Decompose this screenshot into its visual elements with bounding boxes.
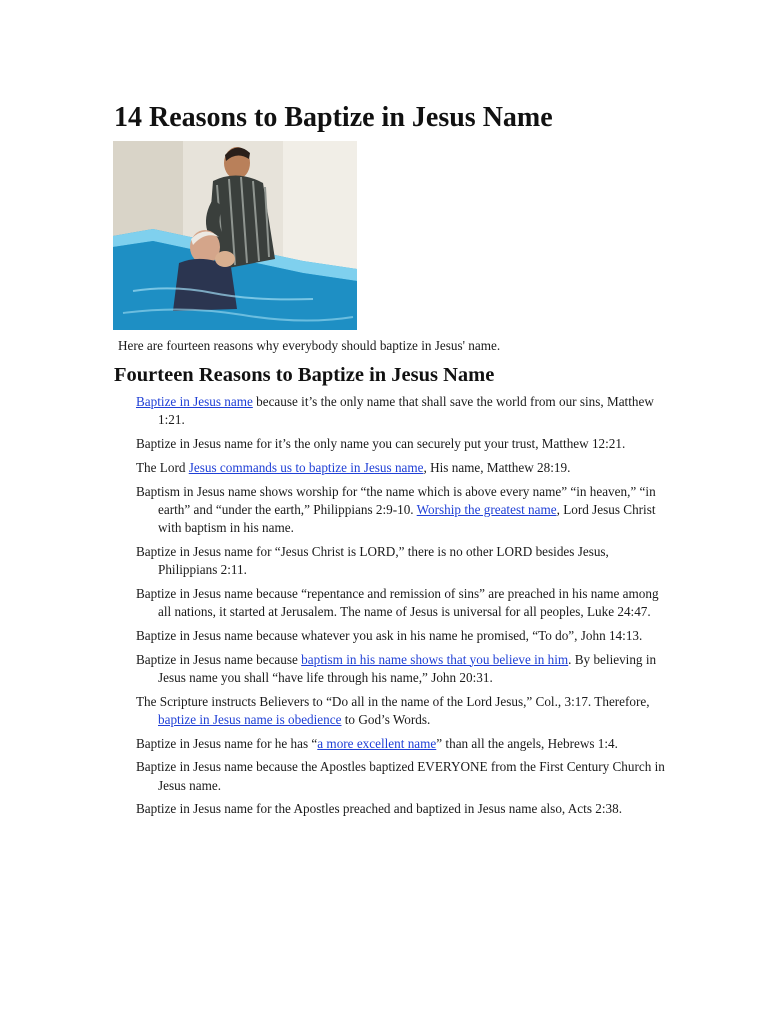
reasons-list	[136, 393, 666, 824]
reason-text: , Lord Jesus Christ with baptism in his name.	[158, 501, 656, 535]
reason-text: Baptize in Jesus name because the Apostles baptized EVERYONE from the First Century Church in Jesus name.	[136, 759, 665, 793]
reason-text: Baptize in Jesus name because	[136, 651, 302, 667]
reason-link[interactable]: Worship the greatest name	[416, 501, 557, 517]
reason-text: Baptize in Jesus name because whatever you ask in his name he promised, “To do”, John 14:13.	[136, 627, 643, 643]
reason-link[interactable]: Baptize in Jesus name	[136, 394, 253, 409]
reason-text: Baptize in Jesus name for it’s the only name you can securely put your trust, Matthew 12:21.	[136, 436, 626, 451]
reason-item	[136, 800, 666, 818]
reason-text: The Scripture instructs Believers to “Do all in the name of the Lord Jesus,” Col., 3:17. Therefore,	[136, 693, 650, 709]
reason-item	[136, 585, 666, 621]
reason-item	[136, 483, 666, 538]
reason-text: Baptize in Jesus name for the Apostles preached and baptized in Jesus name also, Acts 2:38.	[136, 801, 622, 817]
reason-text: , His name, Matthew 28:19.	[423, 459, 571, 475]
reason-item	[136, 758, 666, 794]
reason-text: because it’s the only name that shall save the world from our sins, Matthew 1:21.	[158, 394, 654, 428]
reason-link[interactable]: baptism in his name shows that you believe in him	[301, 651, 569, 667]
reason-item	[136, 693, 666, 729]
reason-item	[136, 459, 666, 477]
reason-text: Baptism in Jesus name shows worship for “the name which is above every name” “in heaven,” “in earth” and “under the earth,” Philippians 2:9-10.	[136, 483, 656, 517]
reason-text: to God’s Words.	[341, 711, 431, 727]
reason-text: Baptize in Jesus name for he has “	[136, 735, 318, 751]
reason-item	[136, 435, 666, 453]
reason-item	[136, 651, 666, 687]
reason-item	[136, 735, 666, 753]
section-heading: Fourteen Reasons to Baptize in Jesus Name	[114, 364, 495, 386]
page-title: 14 Reasons to Baptize in Jesus Name	[114, 102, 553, 133]
baptism-photo	[113, 141, 357, 330]
reason-link[interactable]: a more excellent name	[317, 735, 437, 751]
reason-text: Baptize in Jesus name because “repentance and remission of sins” are preached in his name among all nations, it started at Jerusalem. The name of Jesus is universal for all peoples, Luke 24:47.	[136, 585, 659, 619]
reason-item	[136, 393, 666, 429]
reason-text: The Lord	[136, 459, 189, 475]
reason-text: . By believing in Jesus name you shall “have life through his name,” John 20:31.	[158, 651, 657, 685]
reason-link[interactable]: baptize in Jesus name is obedience	[158, 711, 342, 727]
reason-link[interactable]: Jesus commands us to baptize in Jesus name	[188, 459, 424, 475]
intro-paragraph: Here are fourteen reasons why everybody should baptize in Jesus' name.	[118, 338, 501, 353]
reason-item	[136, 627, 666, 645]
reason-text: ” than all the angels, Hebrews 1:4.	[436, 735, 618, 751]
reason-item	[136, 543, 666, 579]
reason-text: Baptize in Jesus name for “Jesus Christ is LORD,” there is no other LORD besides Jesus, Philippians 2:11.	[136, 543, 609, 577]
